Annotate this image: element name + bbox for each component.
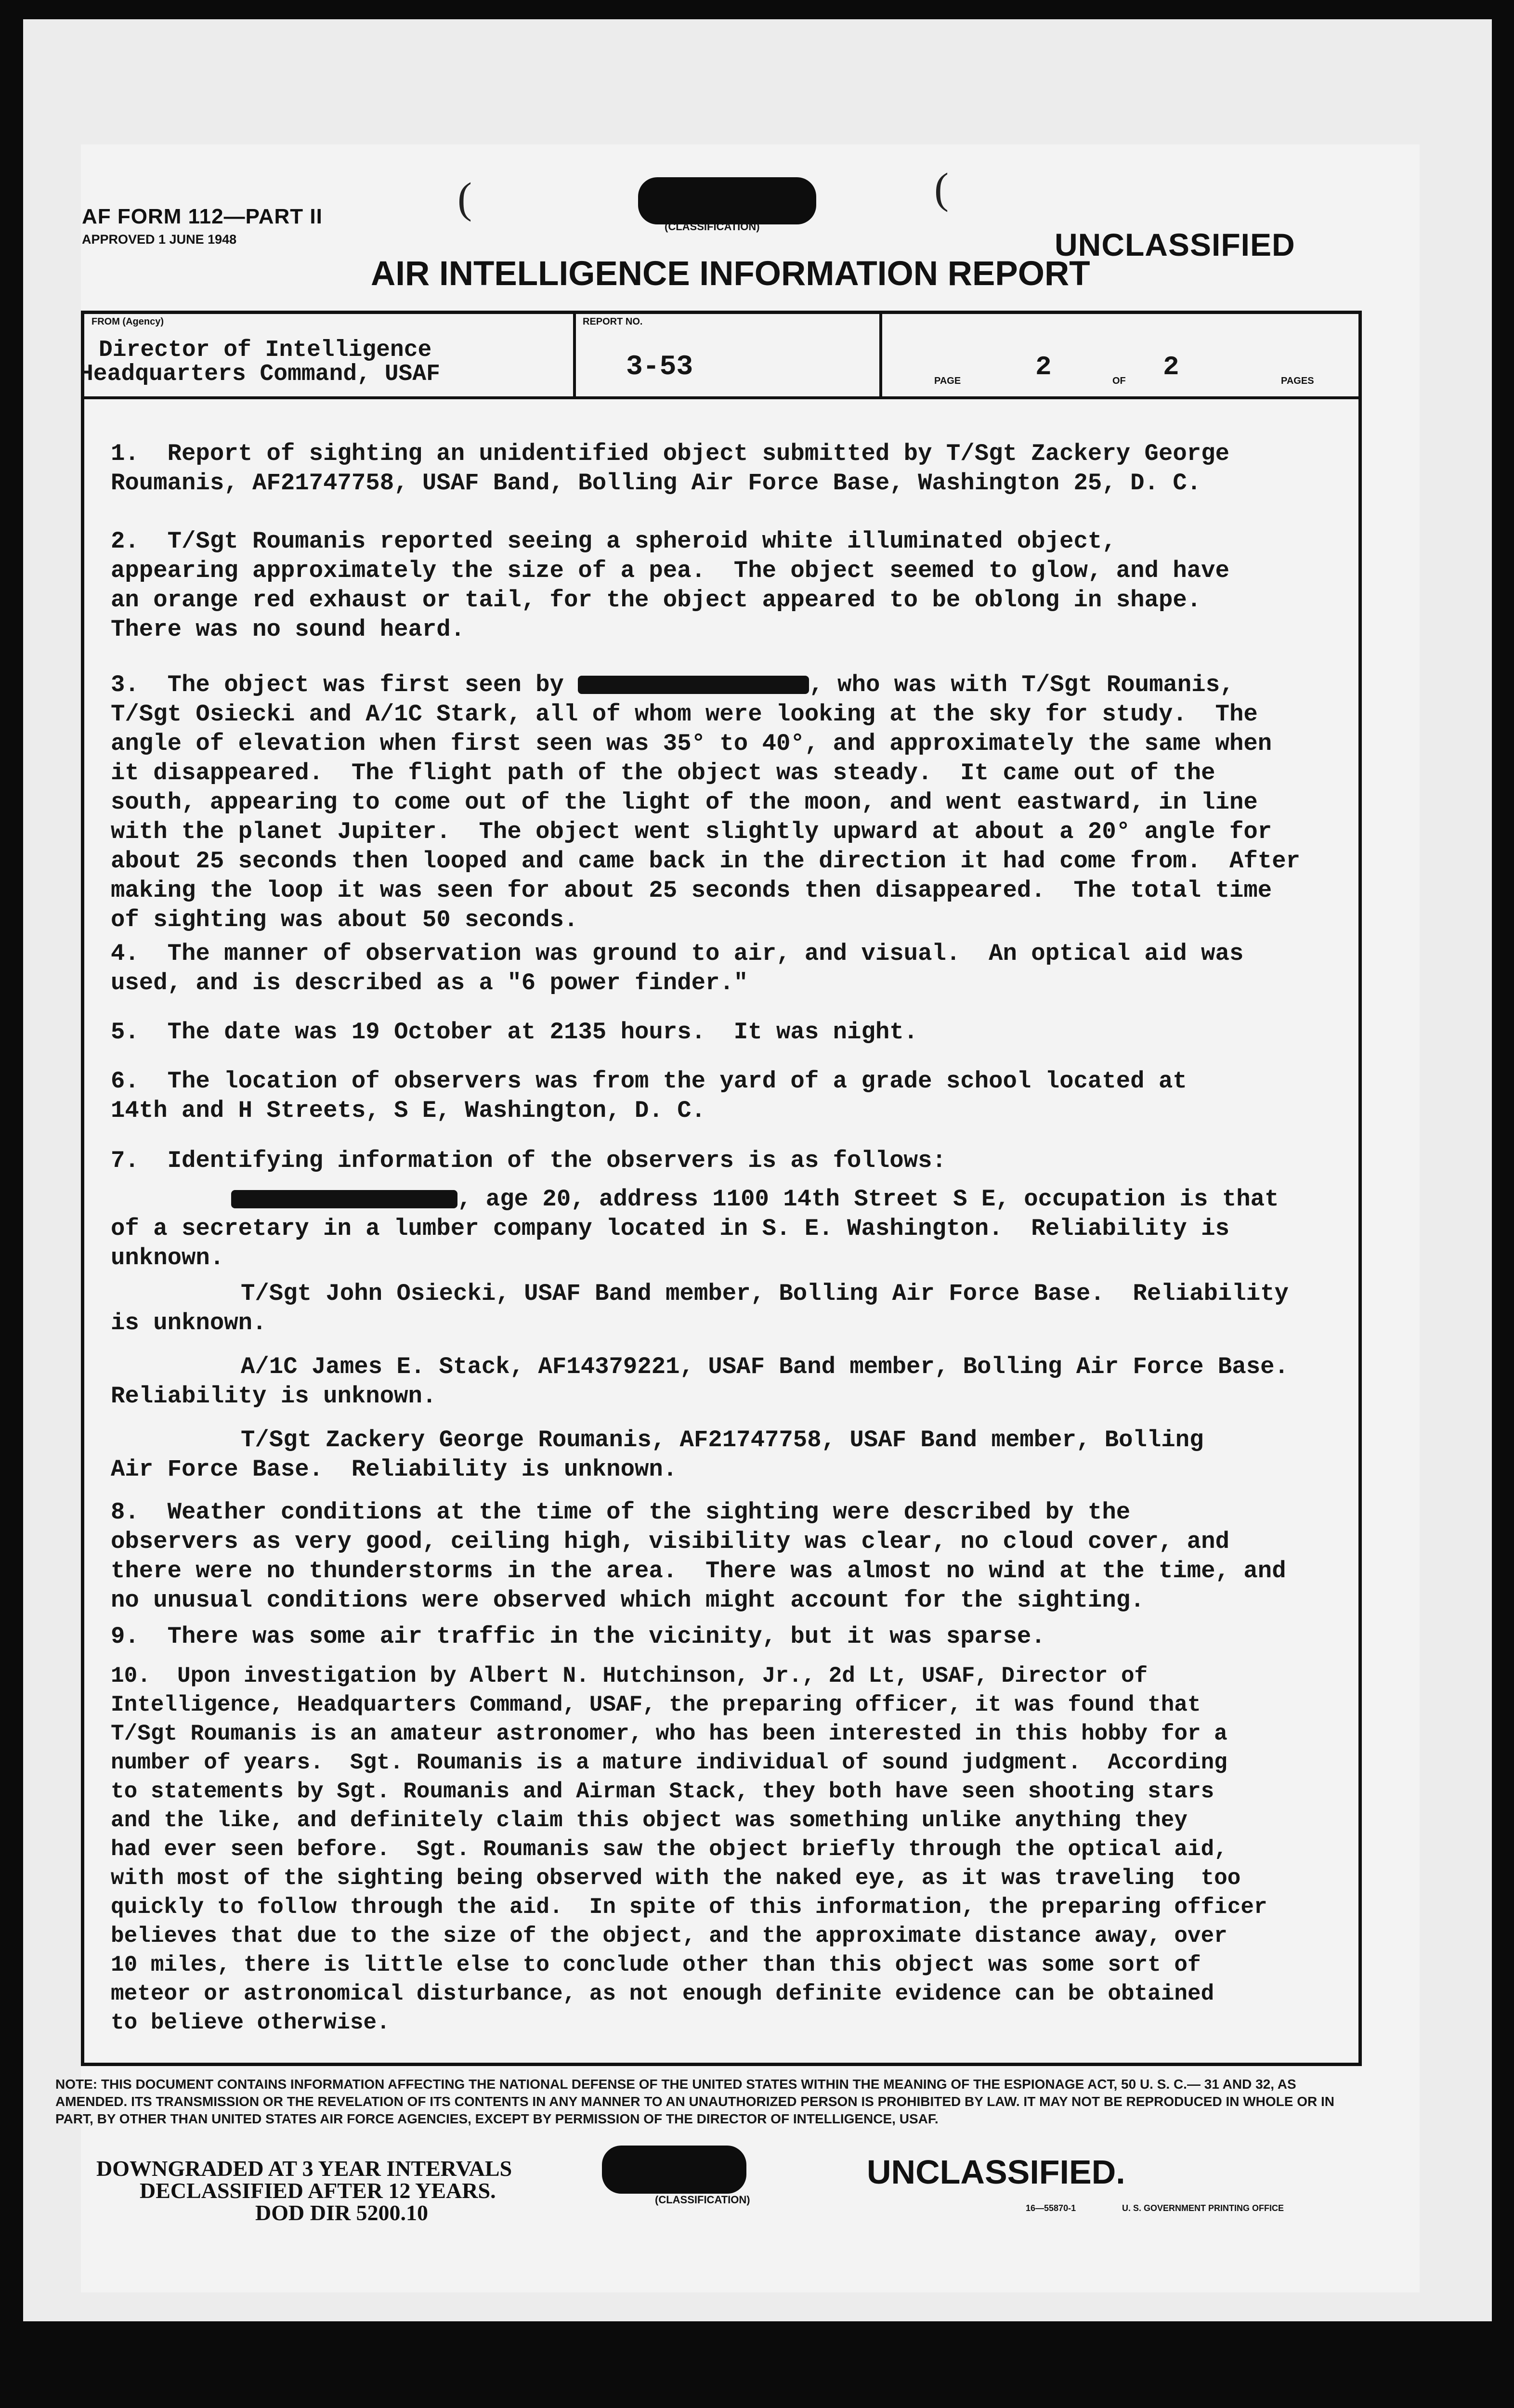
print-office: U. S. GOVERNMENT PRINTING OFFICE bbox=[1122, 2203, 1284, 2213]
page-number: 2 bbox=[1035, 352, 1052, 382]
espionage-notice bbox=[55, 2076, 1370, 2128]
form-id: AF FORM 112—PART II bbox=[82, 205, 323, 228]
downgrade-line-2: DECLASSIFIED AFTER 12 YEARS. bbox=[140, 2178, 496, 2203]
paragraph-6: 6. The location of observers was from the yard of a grade school located at 14th and H Streets, S E, Washington, D. C. bbox=[111, 1068, 1187, 1124]
classification-caption-bottom: (CLASSIFICATION) bbox=[655, 2194, 750, 2206]
page-total: 2 bbox=[1163, 352, 1179, 382]
report-no-label: REPORT NO. bbox=[583, 316, 643, 327]
report-title: AIR INTELLIGENCE INFORMATION REPORT bbox=[371, 255, 1090, 293]
note-label: NOTE: bbox=[55, 2077, 98, 2092]
paragraph-10: 10. Upon investigation by Albert N. Hutchinson, Jr., 2d Lt, USAF, Director of Intelligence, Headquarters Command, USAF, the preparing officer, it was found that T/Sgt Roumanis is an amateur astronomer, who has been interested in this hobby for a number of years. Sgt. Roumanis is a mature individual of sound judgment. According to statements by Sgt. Roumanis and Airman Stack, they both have seen shooting stars and the like, and definitely claim this object was something unlike anything they had ever seen before. Sgt. Roumanis saw the object briefly through the optical aid, with most of the sighting being observed with the naked eye, as it was traveling too quickly to follow through the aid. In spite of this information, the preparing officer believes that due to the size of the object, and the approximate distance away, over 10 miles, there is little else to conclude other than this object was some sort of meteor or astronomical disturbance, as not enough definite evidence can be obtained to believe otherwise. bbox=[111, 1663, 1267, 2035]
from-agency-line1: Director of Intelligence bbox=[99, 337, 432, 363]
paragraph-7: 7. Identifying information of the observers is as follows: bbox=[111, 1147, 946, 1174]
print-code: 16—55870-1 bbox=[1026, 2203, 1076, 2213]
redaction-classification-bottom bbox=[602, 2146, 746, 2194]
report-number: 3-53 bbox=[626, 352, 693, 383]
page-label: PAGE bbox=[934, 376, 961, 386]
paragraph-7-observer-3: A/1C James E. Stack, AF14379221, USAF Band member, Bolling Air Force Base. Reliability is unknown. bbox=[111, 1353, 1289, 1410]
from-label: FROM (Agency) bbox=[91, 316, 164, 327]
redaction-observer-1 bbox=[231, 1190, 457, 1208]
column-divider-1 bbox=[573, 311, 576, 397]
paragraph-1: 1. Report of sighting an unidentified object submitted by T/Sgt Zackery George Roumanis, AF21747758, USAF Band, Bolling Air Force Base, Washington 25, D. C. bbox=[111, 440, 1229, 497]
paragraph-2: 2. T/Sgt Roumanis reported seeing a spheroid white illuminated object, appearing approximately the size of a pea. The object seemed to glow, and have an orange red exhaust or tail, for the object appeared to be oblong in shape. There was no sound heard. bbox=[111, 528, 1229, 643]
paragraph-4: 4. The manner of observation was ground to air, and visual. An optical aid was used, and is described as a "6 power finder." bbox=[111, 940, 1244, 996]
bracket-right: ( bbox=[934, 165, 949, 212]
paragraph-7-observer-4: T/Sgt Zackery George Roumanis, AF21747758, USAF Band member, Bolling Air Force Base. Reliability is unknown. bbox=[111, 1426, 1204, 1483]
downgrade-line-3: DOD DIR 5200.10 bbox=[255, 2200, 429, 2225]
note-text: THIS DOCUMENT CONTAINS INFORMATION AFFECTING THE NATIONAL DEFENSE OF THE UNITED STATES WITHIN THE MEANING OF THE ESPIONAGE ACT, 50 U. S. C.— 31 AND 32, AS AMENDED. ITS TRANSMISSION OR THE REVELATION OF ITS CONTENTS IN ANY MANNER TO AN UNAUTHORIZED PERSON IS PROHIBITED BY LAW. IT MAY NOT BE REPRODUCED IN WHOLE OR IN PART, BY OTHER THAN UNITED STATES AIR FORCE AGENCIES, EXCEPT BY PERMISSION OF THE DIRECTOR OF INTELLIGENCE, USAF. bbox=[55, 2077, 1335, 2126]
unclassified-stamp-top: UNCLASSIFIED bbox=[1055, 227, 1295, 262]
paragraph-7-observer-2: T/Sgt John Osiecki, USAF Band member, Bolling Air Force Base. Reliability is unknown. bbox=[111, 1280, 1289, 1336]
paragraph-5: 5. The date was 19 October at 2135 hours. It was night. bbox=[111, 1019, 918, 1046]
redaction-observer-name bbox=[578, 676, 809, 694]
paragraph-9: 9. There was some air traffic in the vicinity, but it was sparse. bbox=[111, 1623, 1045, 1650]
pages-label: PAGES bbox=[1281, 376, 1314, 386]
classification-caption-top: (CLASSIFICATION) bbox=[665, 221, 760, 233]
from-agency-line2: Headquarters Command, USAF bbox=[79, 361, 440, 387]
downgrade-line-1: DOWNGRADED AT 3 YEAR INTERVALS bbox=[96, 2156, 512, 2181]
paragraph-8: 8. Weather conditions at the time of the sighting were described by the observers as very good, ceiling high, visibility was clear, no cloud cover, and there were no thunderstorms in the area. There was almost no wind at the time, and no unusual conditions were observed which might account for the sighting. bbox=[111, 1499, 1286, 1614]
column-divider-2 bbox=[879, 311, 882, 397]
redaction-classification-top bbox=[638, 177, 816, 224]
of-label: OF bbox=[1112, 376, 1126, 386]
bracket-left: ( bbox=[457, 174, 472, 222]
paragraph-3-start: 3. The object was first seen by bbox=[111, 671, 578, 698]
paragraph-7-observer-1-text: , age 20, address 1100 14th Street S E, occupation is that of a secretary in a lumber company located in S. E. Washington. Reliability is unknown. bbox=[111, 1186, 1279, 1271]
unclassified-stamp-bottom: UNCLASSIFIED. bbox=[867, 2153, 1125, 2191]
paragraph-7-observer-1 bbox=[111, 1185, 1368, 1273]
approved-date: APPROVED 1 JUNE 1948 bbox=[82, 232, 237, 247]
paragraph-3 bbox=[111, 670, 1368, 935]
header-row-divider bbox=[81, 396, 1362, 399]
paragraph-3-rest: , who was with T/Sgt Roumanis, T/Sgt Osiecki and A/1C Stark, all of whom were looking at the sky for study. The angle of elevation when first seen was 35° to 40°, and approximately the same when it disappeared. The flight path of the object was steady. It came out of the south, appearing to come out of the light of the moon, and went eastward, in line with the planet Jupiter. The object went slightly upward at about a 20° angle for about 25 seconds then looped and came back in the direction it had come from. After making the loop it was seen for about 25 seconds then disappeared. The total time of sighting was about 50 seconds. bbox=[111, 671, 1301, 933]
